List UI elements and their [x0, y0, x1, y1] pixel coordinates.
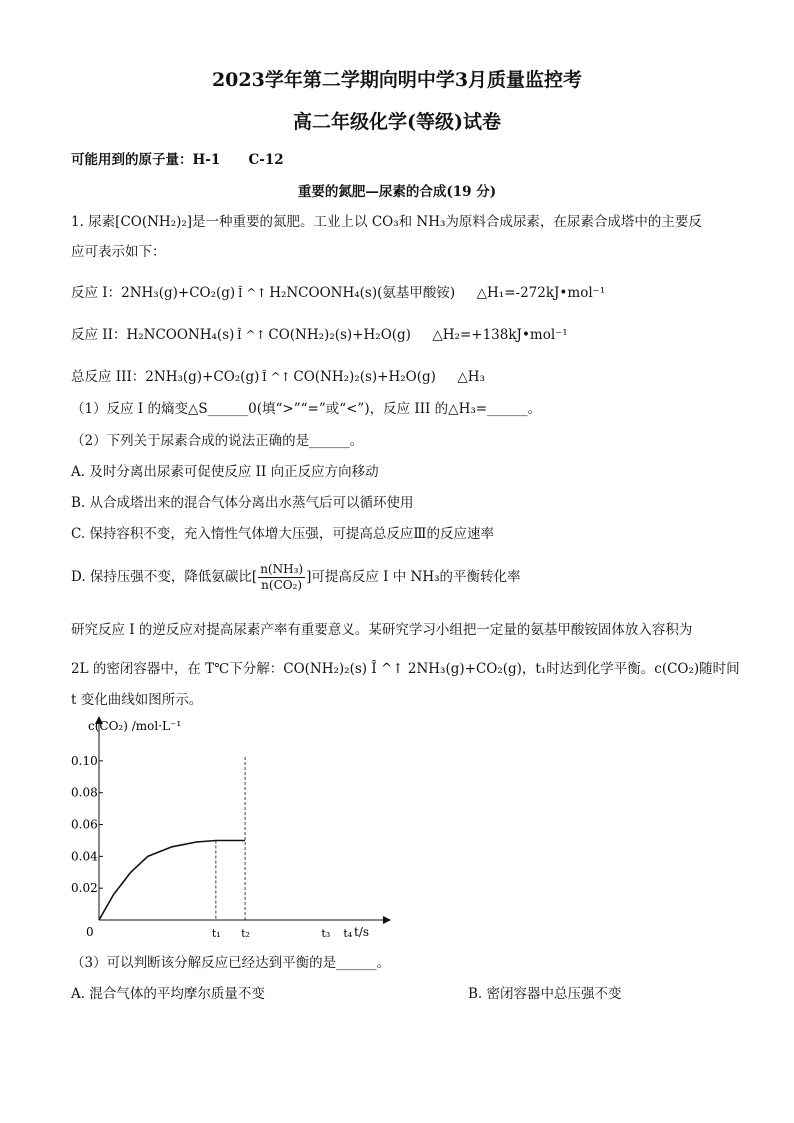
- y-tick-label: 0.02: [71, 881, 98, 896]
- reaction-3-label: 总反应 III：: [71, 369, 146, 385]
- research-line1: 研究反应 I 的逆反应对提高尿素产率有重要意义。某研究学习小组把一定量的氨基甲酸铵固体放入容积为: [71, 622, 693, 638]
- research-line3: t 变化曲线如图所示。: [71, 692, 203, 708]
- y-tick-label: 0.10: [71, 753, 98, 768]
- section-title: 重要的氮肥—尿素的合成(19 分): [297, 184, 497, 200]
- reaction-3: [71, 367, 734, 387]
- research-line2: 2L 的密闭容器中，在 T℃下分解：CO(NH₂)₂(s) Ȋ ^↑ 2NH₃(g)+CO₂(g)，t₁时达到化学平衡。c(CO₂)随时间: [71, 661, 740, 677]
- reaction-1-right: H₂NCOONH₄(s)(氨基甲酸铵): [269, 285, 456, 301]
- exam-title: 2023学年第二学期向明中学3月质量监控考: [211, 69, 583, 91]
- q1-sub3-options: [71, 984, 734, 1004]
- co2-concentration-chart: [60, 712, 400, 944]
- equilibrium-arrow-icon: Ȋ ^↑: [262, 370, 291, 384]
- x-tick-label: t₁: [211, 927, 221, 940]
- origin-label: 0: [86, 925, 94, 939]
- x-tick-label: t₃: [321, 927, 331, 940]
- atomic-mass-c: C-12: [248, 152, 284, 168]
- co2-concentration-curve: [99, 841, 245, 921]
- atomic-mass-line: [71, 150, 734, 170]
- reaction-2-label: 反应 II：: [71, 327, 127, 343]
- exam-subtitle: 高二年级化学(等级)试卷: [293, 111, 501, 133]
- q1-sub2: （2）下列关于尿素合成的说法正确的是______。: [71, 433, 364, 449]
- atomic-mass-h: H-1: [192, 152, 221, 168]
- atomic-mass-label: 可能用到的原子量：: [71, 152, 193, 168]
- reaction-2-left: H₂NCOONH₄(s): [126, 327, 235, 343]
- reaction-3-dh: △H₃: [457, 369, 485, 385]
- q1-sub3: （3）可以判断该分解反应已经达到平衡的是______。: [71, 955, 391, 971]
- y-axis-label: c(CO₂) /mol·L⁻¹: [88, 719, 182, 733]
- q1-option-d-post: ]可提高反应 I 中 NH₃的平衡转化率: [306, 569, 521, 585]
- reaction-2-right: CO(NH₂)₂(s)+H₂O(g): [268, 327, 411, 343]
- y-tick-label: 0.08: [71, 785, 98, 800]
- q1-option-d-pre: D. 保持压强不变，降低氨碳比[: [71, 569, 258, 585]
- equilibrium-arrow-icon: Ȋ ^↑: [237, 286, 267, 300]
- reaction-1-left: 2NH₃(g)+CO₂(g): [121, 285, 236, 301]
- q1-sub3-option-b: B. 密闭容器中总压强不变: [468, 986, 622, 1002]
- x-tick-label: t₄: [343, 927, 353, 940]
- q1-sub3-option-a: A. 混合气体的平均摩尔质量不变: [71, 986, 265, 1002]
- y-tick-label: 0.04: [71, 849, 98, 864]
- reaction-3-left: 2NH₃(g)+CO₂(g): [145, 369, 260, 385]
- reaction-2: [71, 325, 734, 345]
- q1-option-c: C. 保持容积不变，充入惰性气体增大压强，可提高总反应Ⅲ的反应速率: [71, 526, 494, 542]
- reaction-2-dh: △H₂=+138kJ•mol⁻¹: [432, 327, 568, 343]
- fraction-denominator: n(CO₂): [261, 578, 303, 592]
- q1-intro-line1: 1. 尿素[CO(NH₂)₂]是一种重要的氮肥。工业上以 CO₃和 NH₃为原料合成尿素，在尿素合成塔中的主要反: [71, 214, 702, 230]
- fraction-numerator: n(NH₃): [260, 562, 304, 576]
- q1-option-a: A. 及时分离出尿素可促使反应 II 向正反应方向移动: [71, 464, 379, 480]
- x-tick-label: t₂: [241, 927, 250, 940]
- reaction-1-label: 反应 I：: [71, 285, 122, 301]
- ammonia-carbon-ratio-fraction: [258, 562, 305, 593]
- q1-option-d: [71, 560, 734, 594]
- equilibrium-arrow-icon: Ȋ ^↑: [237, 328, 266, 342]
- q1-sub1: （1）反应 I 的熵变△S______0(填“>”“=”或“<”)，反应 III 的△H₃=______。: [71, 401, 542, 417]
- reaction-1-dh: △H₁=-272kJ•mol⁻¹: [476, 285, 606, 301]
- x-axis-label: t/s: [354, 925, 370, 939]
- y-tick-label: 0.06: [71, 817, 98, 832]
- reaction-3-right: CO(NH₂)₂(s)+H₂O(g): [293, 369, 436, 385]
- reaction-1: [71, 283, 734, 303]
- q1-option-b: B. 从合成塔出来的混合气体分离出水蒸气后可以循环使用: [71, 495, 414, 511]
- q1-intro-line2: 应可表示如下：: [71, 244, 166, 260]
